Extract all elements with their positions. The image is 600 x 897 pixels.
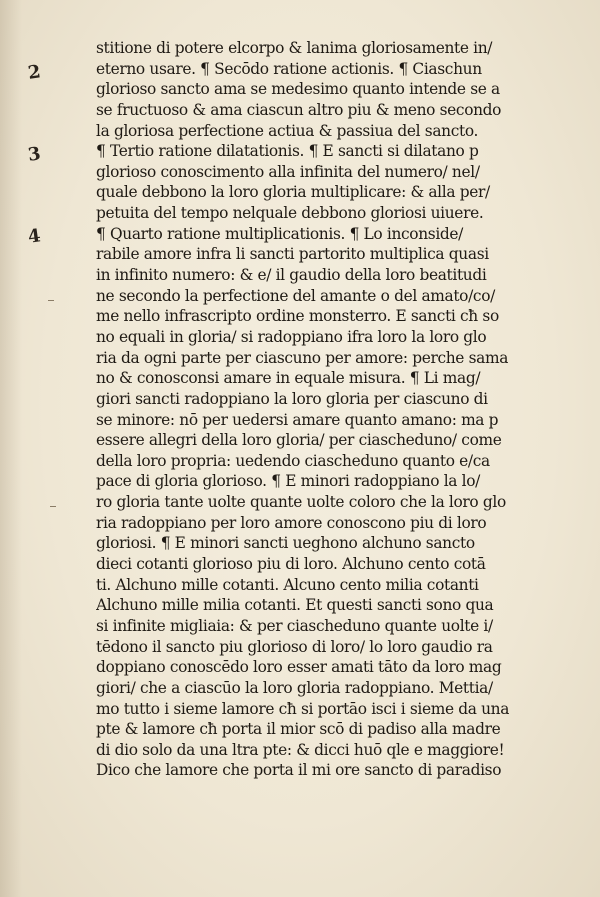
text-line: giori/ che a ciascūo la loro gloria radoppiano. Mettia/ <box>96 678 493 697</box>
text-line: ¶ Tertio ratione dilatationis. ¶ E sancti si dilatano p <box>96 142 479 161</box>
text-line: in infinito numero: & e/ il gaudio della loro beatitudi <box>96 266 487 285</box>
text-line: ne secondo la perfectione del amante o del amato/co/ <box>96 286 495 305</box>
text-line: se minore: nō per uedersi amare quanto amano: ma p <box>96 410 499 429</box>
marginal-number-3: 3 <box>26 143 42 166</box>
marginal-number-2: 2 <box>26 61 42 84</box>
text-line: ria da ogni parte per ciascuno per amore: perche sama <box>96 348 509 367</box>
text-line: si infinite migliaia: & per ciascheduno quante uolte i/ <box>96 616 493 635</box>
text-line: di dio solo da una ltra pte: & dicci huō qle e maggiore! <box>96 740 505 759</box>
page-fold-shadow <box>0 0 22 897</box>
margin-mark <box>50 506 56 507</box>
text-column <box>96 38 542 781</box>
text-line: della loro propria: uedendo ciascheduno quanto e/ca <box>96 451 490 470</box>
text-line: ro gloria tante uolte quante uolte coloro che la loro glo <box>96 493 506 512</box>
text-line: mo tutto i sieme lamore cħ si portāo isci i sieme da una <box>96 699 510 718</box>
text-line: rabile amore infra li sancti partorito multiplica quasi <box>96 245 489 264</box>
text-line: ¶ Quarto ratione multiplicationis. ¶ Lo inconside/ <box>96 224 463 243</box>
text-line: no & conosconsi amare in equale misura. ¶ Li mag/ <box>96 369 481 388</box>
text-line: giori sancti radoppiano la loro gloria per ciascuno di <box>96 389 488 408</box>
text-line: quale debbono la loro gloria multiplicare: & alla per/ <box>96 183 490 202</box>
text-line: glorioso sancto ama se medesimo quanto intende se a <box>96 80 500 99</box>
marginal-number-4: 4 <box>26 225 42 248</box>
text-line: la gloriosa perfectione actiua & passiua del sancto. <box>96 121 479 140</box>
text-line: eterno usare. ¶ Secōdo ratione actionis. ¶ Ciaschun <box>96 59 482 78</box>
text-line: tēdono il sancto piu glorioso di loro/ lo loro gaudio ra <box>96 637 493 656</box>
text-line: essere allegri della loro gloria/ per ciascheduno/ come <box>96 431 502 450</box>
text-line: glorioso conoscimento alla infinita del numero/ nel/ <box>96 162 480 181</box>
text-line: gloriosi. ¶ E minori sancti ueghono alchuno sancto <box>96 534 475 553</box>
text-line: stitione di potere elcorpo & lanima gloriosamente in/ <box>96 39 493 57</box>
text-line: pte & lamore cħ porta il mior scō di padiso alla madre <box>96 720 501 739</box>
text-line: ria radoppiano per loro amore conoscono piu di loro <box>96 513 487 532</box>
margin-mark <box>48 300 54 301</box>
text-line: doppiano conoscēdo loro esser amati tāto da loro mag <box>96 658 502 677</box>
text-line: pace di gloria glorioso. ¶ E minori radoppiano la lo/ <box>96 472 480 491</box>
text-line: Alchuno mille milia cotanti. Et questi sancti sono qua <box>96 596 494 615</box>
text-line: Dico che lamore che porta il mi ore sancto di paradiso <box>96 761 502 780</box>
text-line: ti. Alchuno mille cotanti. Alcuno cento milia cotanti <box>96 575 479 594</box>
text-line: me nello infrascripto ordine monsterro. E sancti cħ so <box>96 307 499 326</box>
text-line: dieci cotanti glorioso piu di loro. Alchuno cento cotā <box>96 555 486 574</box>
text-line: se fructuoso & ama ciascun altro piu & meno secondo <box>96 100 502 119</box>
text-line: no equali in gloria/ si radoppiano ifra loro la loro glo <box>96 327 487 346</box>
text-line: petuita del tempo nelquale debbono gloriosi uiuere. <box>96 204 484 223</box>
